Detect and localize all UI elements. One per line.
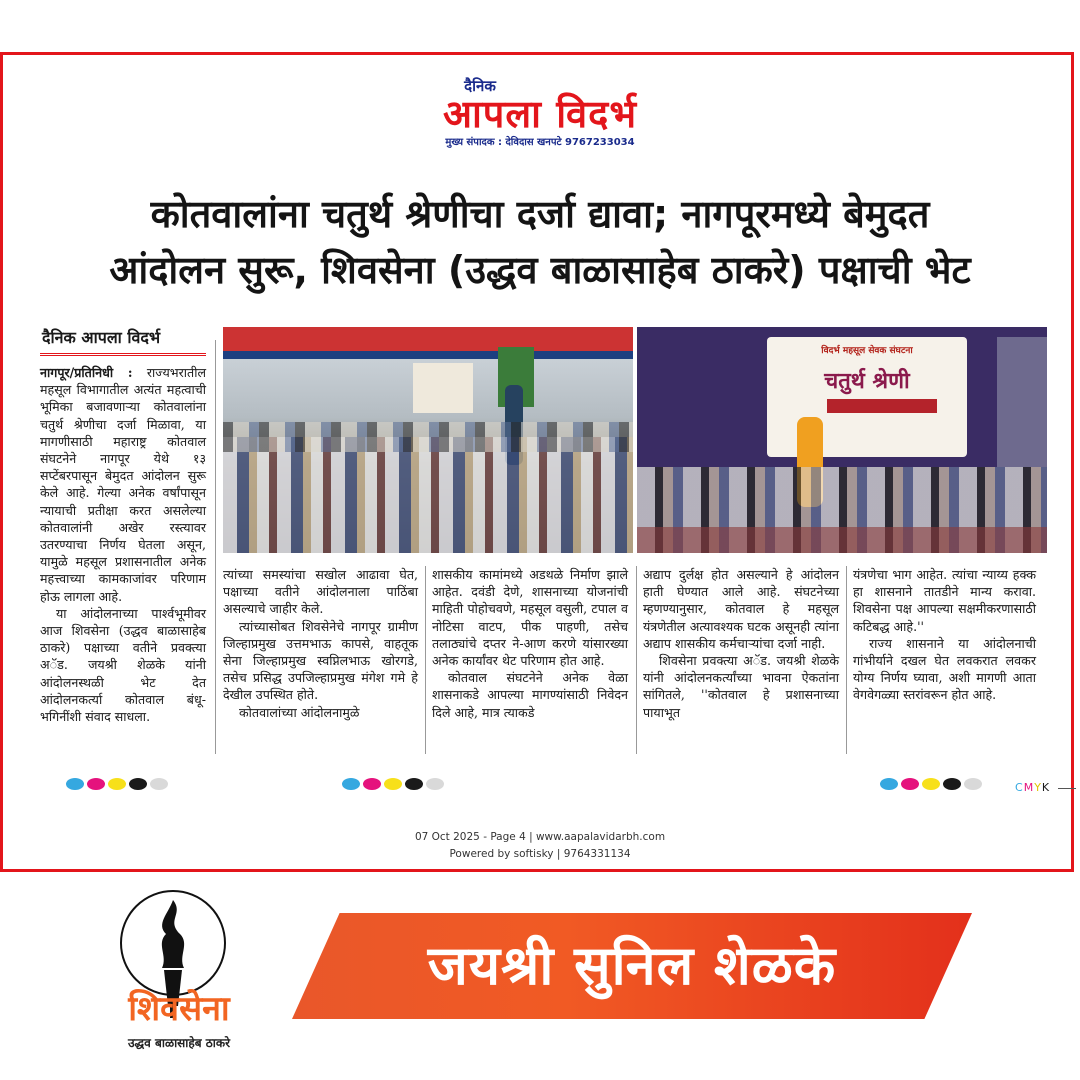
col1-para1: राज्यभरातील महसूल विभागातील अत्यंत महत्वाची भूमिका बजावणाऱ्या कोतवालांना चतुर्थ श्रेणीचा दर्जा मिळावा, या मागणीसाठी महाराष्ट्र कोतवाल संघटनेने नागपूर येथे १३ सप्टेंबरपासून बेमुदत आंदोलन सुरू केले आहे. गेल्या अनेक वर्षांपासून न्यायाची प्रतीक्षा करत असलेल्या कोतवालांनी अखेर रस्त्यावर उतरण्याचा निर्णय घेतला असून, यामुळे महसूल प्रशासनातील अनेक महत्त्वाच्या कामकाजांवर परिणाम होऊ लागला आहे.: [40, 365, 206, 604]
article-column-2: [223, 566, 418, 721]
cmyk-marks-left: [66, 778, 168, 790]
col1-para2: या आंदोलनाच्या पार्श्वभूमीवर आज शिवसेना (उद्धव बाळासाहेब ठाकरे) पक्षाच्या वतीने प्रवक्त्या अॅड. जयश्री शेळके यांनी आंदोलनस्थळी भेट देत आंदोलनकर्त्या कोतवाल बंधू-भगिनींशी संवाद साधला.: [40, 605, 206, 725]
masthead-prefix: दैनिक: [464, 77, 496, 95]
footer-powered-by: Powered by softisky | 9764331134: [449, 848, 631, 860]
col2-para3: कोतवालांच्या आंदोलनामुळे: [239, 704, 360, 720]
leader-name: जयश्री सुनिल शेळके: [427, 934, 837, 997]
article-headline: [20, 186, 1060, 298]
col3-para2: कोतवाल संघटनेने अनेक वेळा शासनाकडे आपल्या मागण्यांसाठी निवेदन दिले आहे, मात्र त्याकडे: [432, 670, 628, 720]
col2-para2: त्यांच्यासोबत शिवसेनेचे नागपूर ग्रामीण जिल्हाप्रमुख उत्तमभाऊ कापसे, वाहतूक सेना जिल्हाप्रमुख स्वप्निलभाऊ खोरगडे, तसेच प्रसिद्ध उपजिल्हाप्रमुख मंगेश गमे हे देखील उपस्थित होते.: [223, 618, 418, 703]
headline-line-1: कोतवालांना चतुर्थ श्रेणीचा दर्जा द्यावा; नागपूरमध्ये बेमुदत: [150, 192, 930, 236]
footer-date-site: 07 Oct 2025 - Page 4 | www.aapalavidarbh.com: [414, 831, 666, 843]
article-column-1: [40, 364, 206, 725]
protest-crowd-photo: [223, 327, 633, 553]
column-rule: [846, 566, 847, 754]
col4-para2: शिवसेना प्रवक्त्या अॅड. जयश्री शेळके यांनी आंदोलनकर्त्यांच्या भावना ऐकतांना सांगितले, ''कोतवाल हे प्रशासनाच्या पायाभूत: [643, 653, 839, 720]
page-footer: [0, 829, 1080, 863]
col4-para1: अद्याप दुर्लक्ष होत असल्याने हे आंदोलन हाती घेण्यात आले आहे. संघटनेच्या म्हणण्यानुसार, कोतवाल हे महसूल यंत्रणेतील अत्यावश्यक घटक असूनही त्यांना अद्याप शासकीय कर्मचाऱ्यांचा दर्जा नाही.: [643, 567, 839, 651]
dateline: नागपूर/प्रतिनिधी :: [40, 365, 133, 380]
col5-para1: यंत्रणेचा भाग आहेत. त्यांचा न्याय्य हक्क हा शासनाने तातडीने मान्य करावा. शिवसेना पक्ष आपल्या सक्षमीकरणासाठी कटिबद्ध आहे.'': [853, 567, 1036, 634]
column-rule: [425, 566, 426, 754]
column-rule: [636, 566, 637, 754]
paper-name-tag: दैनिक आपला विदर्भ: [40, 326, 206, 356]
col2-para1: त्यांच्या समस्यांचा सखोल आढावा घेत, पक्षाच्या वतीने आंदोलनाला पाठिंबा असल्याचे जाहीर केले.: [223, 567, 418, 617]
stage-speech-photo: [637, 327, 1047, 553]
shivsena-logo-text: शिवसेना: [128, 989, 230, 1029]
shivsena-logo-subtitle: उद्धव बाळासाहेब ठाकरे: [127, 1036, 231, 1050]
article-column-3: [432, 566, 628, 721]
cmyk-marks-right: [880, 778, 982, 790]
cmyk-marks-center: [342, 778, 444, 790]
col3-para1: शासकीय कामांमध्ये अडथळे निर्माण झाले आहेत. दवंडी देणे, शासनाच्या योजनांची माहिती पोहोचवणे, महसूल वसुली, टपाल व नोटिसा वाटप, पीक पाहणी, तसेच तलाठ्यांचे दप्तर ने-आण करणे यांसारख्या अनेक कार्यांवर थेट परिणाम होत आहे.: [432, 567, 628, 669]
col5-para2: राज्य शासनाने या आंदोलनाची गांभीर्याने दखल घेत लवकरात लवकर योग्य निर्णय घ्यावा, अशी मागणी आता वेगवेगळ्या स्तरांवरून होत आहे.: [853, 635, 1036, 703]
article-column-5: [853, 566, 1036, 704]
masthead-editor: मुख्य संपादक : देविदास खनपटे 9767233034: [445, 137, 635, 148]
masthead-title: आपला विदर्भ: [442, 92, 638, 136]
event-banner-top: विदर्भ महसूल सेवक संघटना: [821, 346, 913, 356]
article-column-4: [643, 566, 839, 721]
cmyk-rule: [1058, 788, 1076, 789]
newspaper-masthead: [0, 78, 1080, 148]
column-rule: [215, 340, 216, 754]
headline-line-2: आंदोलन सुरू, शिवसेना (उद्धव बाळासाहेब ठाकरे) पक्षाची भेट: [109, 248, 971, 292]
cmyk-label: CMYK: [1015, 781, 1051, 794]
event-banner-title: चतुर्थ श्रेणी: [824, 369, 910, 394]
